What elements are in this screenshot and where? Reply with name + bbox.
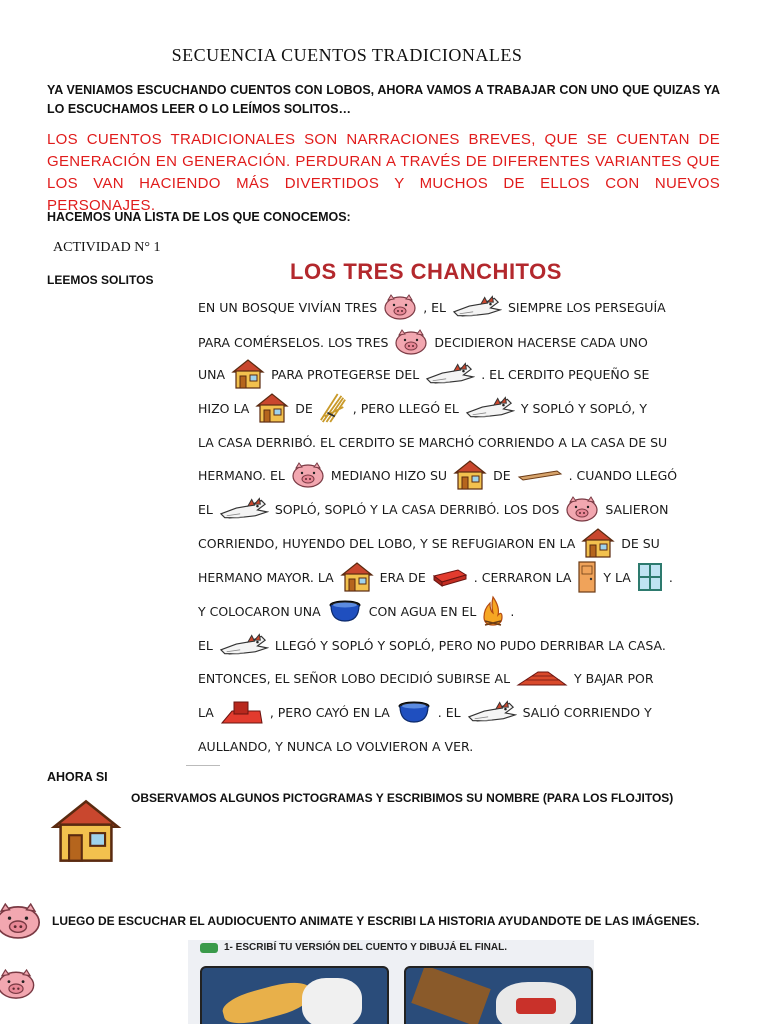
story-line: UNA PARA PROTEGERSE DEL . EL CERDITO PEQUEÑO SE <box>198 360 653 388</box>
wolf-icon <box>452 294 502 320</box>
house-icon <box>340 561 374 593</box>
comic-panel <box>200 966 389 1024</box>
house-icon <box>581 527 615 559</box>
roof-icon <box>516 669 568 687</box>
write-story-instruction: LUEGO DE ESCUCHAR EL AUDIOCUENTO ANIMATE Y ESCRIBI LA HISTORIA AYUDANDOTE DE LAS IMÁGENES. <box>52 914 700 928</box>
story-line: HERMANO MAYOR. LA ERA DE . CERRARON LA Y LA . <box>198 563 677 591</box>
story-line: Y COLOCARON UNA CON AGUA EN EL . <box>198 597 518 625</box>
pig-icon <box>383 294 417 320</box>
pig-icon <box>394 329 428 355</box>
house-icon <box>50 795 122 867</box>
house-icon <box>453 459 487 491</box>
pig-icon <box>565 496 599 522</box>
door-icon <box>577 560 597 594</box>
story-line: ENTONCES, EL SEÑOR LOBO DECIDIÓ SUBIRSE AL Y BAJAR POR <box>198 670 654 686</box>
straw-icon <box>319 392 347 424</box>
activity-label: ACTIVIDAD N° 1 <box>53 240 161 255</box>
wood-plank-icon <box>517 468 563 482</box>
story-line: EL LLEGÓ Y SOPLÓ Y SOPLÓ, PERO NO PUDO DERRIBAR LA CASA. <box>198 631 670 659</box>
house-icon <box>255 392 289 424</box>
pig-icon <box>291 462 325 488</box>
story-line: AULLANDO, Y NUNCA LO VOLVIERON A VER. <box>198 738 474 754</box>
house-icon <box>231 358 265 390</box>
intro-text: YA VENIAMOS ESCUCHANDO CUENTOS CON LOBOS, AHORA VAMOS A TRABAJAR CON UNO QUE QUIZAS YA LO ESCUCHAMOS LEER O LO LEÍMOS SOLITOS… <box>47 83 720 116</box>
story-line: LA CASA DERRIBÓ. EL CERDITO SE MARCHÓ CORRIENDO A LA CASA DE SU <box>198 434 668 450</box>
list-prompt: HACEMOS UNA LISTA DE LOS QUE CONOCEMOS: <box>47 210 351 224</box>
pot-icon <box>396 700 432 724</box>
pot-icon <box>327 599 363 623</box>
story-line: HERMANO. EL MEDIANO HIZO SU DE . CUANDO LLEGÓ <box>198 461 681 489</box>
page-title: SECUENCIA CUENTOS TRADICIONALES <box>171 45 523 65</box>
pencil-icon <box>200 943 218 953</box>
story-line: EN UN BOSQUE VIVÍAN TRES , EL SIEMPRE LOS PERSEGUÍA <box>198 293 670 321</box>
story-line: HIZO LA DE , PERO LLEGÓ EL Y SOPLÓ Y SOPLÓ, Y <box>198 394 651 422</box>
wolf-icon <box>219 632 269 658</box>
divider <box>186 765 220 766</box>
story-line: LA , PERO CAYÓ EN LA . EL SALIÓ CORRIENDO Y <box>198 698 656 726</box>
observe-instruction: OBSERVAMOS ALGUNOS PICTOGRAMAS Y ESCRIBIMOS SU NOMBRE (PARA LOS FLOJITOS) <box>131 791 674 805</box>
brick-icon <box>432 566 468 588</box>
activity-worksheet-image <box>188 940 594 1024</box>
window-icon <box>637 562 663 592</box>
story-line: CORRIENDO, HUYENDO DEL LOBO, Y SE REFUGIARON EN LA DE SU <box>198 529 664 557</box>
wolf-icon <box>465 395 515 421</box>
definition-paragraph: LOS CUENTOS TRADICIONALES SON NARRACIONES BREVES, QUE SE CUENTAN DE GENERACIÓN EN GENERACIÓN. PERDURAN A TRAVÉS DE DIFERENTES VARIANTES QUE LOS VAN HACIENDO MÁS DIVERTIDOS Y MUCHOS DE ELLOS CON NUEVOS PERSONAJES. <box>47 131 720 214</box>
pig-icon <box>0 960 36 1008</box>
worksheet-header: 1- ESCRIBÍ TU VERSIÓN DEL CUENTO Y DIBUJÁ EL FINAL. <box>224 942 508 953</box>
wolf-icon <box>425 361 475 387</box>
pig-icon <box>0 898 42 944</box>
read-alone-label: LEEMOS SOLITOS <box>47 273 154 287</box>
wolf-icon <box>467 699 517 725</box>
wolf-icon <box>219 496 269 522</box>
story-line: EL SOPLÓ, SOPLÓ Y LA CASA DERRIBÓ. LOS DOS SALIERON <box>198 495 673 523</box>
fire-icon <box>482 595 504 627</box>
ahora-si-label: AHORA SI <box>47 770 108 784</box>
chimney-icon <box>220 699 264 725</box>
comic-panel <box>404 966 593 1024</box>
story-title: LOS TRES CHANCHITOS <box>290 259 562 284</box>
story-line: PARA COMÉRSELOS. LOS TRES DECIDIERON HACERSE CADA UNO <box>198 328 652 356</box>
